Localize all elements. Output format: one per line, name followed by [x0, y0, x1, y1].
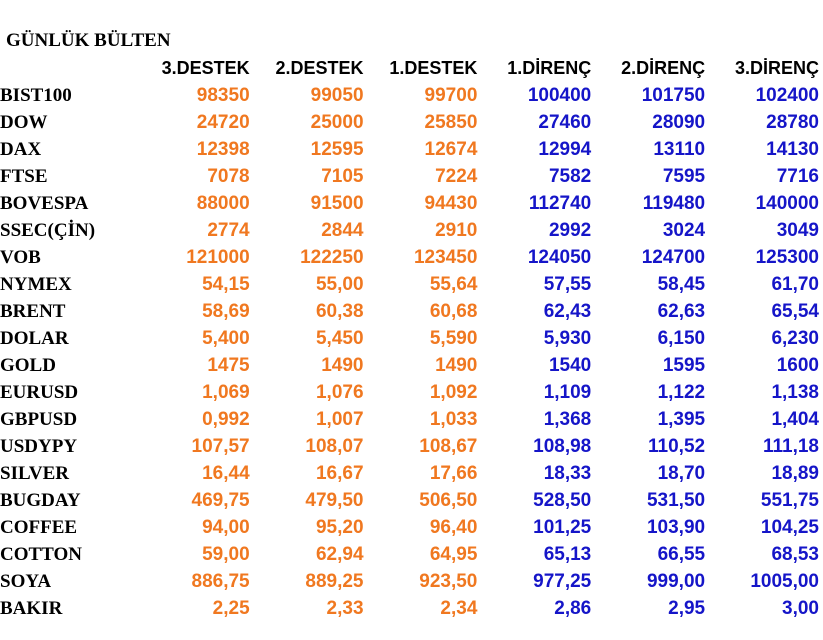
support-2-value: 1490: [321, 354, 364, 376]
table-row: [0, 190, 823, 217]
table-row: [0, 568, 823, 595]
header-support-2: 2.DESTEK: [275, 58, 364, 78]
resistance-3-value: 28780: [766, 111, 819, 133]
resistance-2-value: 1595: [662, 354, 706, 376]
support-3-value: 1475: [207, 354, 250, 376]
resistance-1-value: 62,43: [543, 300, 592, 322]
support-2-value: 5,450: [315, 327, 364, 349]
resistance-2-value: 2,95: [668, 597, 706, 619]
support-1-value: 1490: [435, 354, 478, 376]
support-1-value: 96,40: [429, 516, 478, 538]
support-3-value: 2774: [207, 219, 250, 241]
table-row: [0, 217, 823, 244]
support-3-value: 88000: [196, 192, 250, 214]
support-1-value: 99700: [424, 84, 478, 106]
resistance-2-value: 13110: [653, 138, 706, 160]
resistance-1-value: 5,930: [543, 327, 592, 349]
resistance-1-value: 101,25: [533, 516, 592, 538]
table-row: [0, 595, 823, 622]
header-resistance-3: 3.DİRENÇ: [734, 58, 819, 78]
table-row: [0, 298, 823, 325]
resistance-3-value: 140000: [755, 192, 819, 214]
support-2-value: 55,00: [315, 273, 364, 295]
support-2-value: 1,076: [315, 381, 364, 403]
support-1-value: 12674: [424, 138, 478, 160]
instrument-name: SOYA: [0, 570, 52, 592]
resistance-2-value: 28090: [652, 111, 706, 133]
table-row: [0, 136, 823, 163]
resistance-2-value: 1,395: [657, 408, 706, 430]
support-2-value: 12595: [310, 138, 364, 160]
support-1-value: 123450: [413, 246, 478, 268]
resistance-2-value: 101750: [641, 84, 706, 106]
resistance-3-value: 104,25: [760, 516, 819, 538]
header-resistance-1: 1.DİRENÇ: [507, 58, 592, 78]
support-3-value: 107,57: [191, 435, 250, 457]
support-3-value: 2,25: [212, 597, 250, 619]
resistance-2-value: 3024: [662, 219, 706, 241]
instrument-name: NYMEX: [0, 273, 72, 295]
table-row: [0, 163, 823, 190]
support-2-value: 99050: [310, 84, 364, 106]
resistance-2-value: 58,45: [657, 273, 706, 295]
support-2-value: 479,50: [305, 489, 364, 511]
instrument-name: SSEC(ÇİN): [0, 219, 96, 241]
header-resistance-2: 2.DİRENÇ: [621, 58, 706, 78]
table-row: [0, 460, 823, 487]
instrument-name: EURUSD: [0, 381, 79, 403]
support-1-value: 5,590: [429, 327, 478, 349]
resistance-3-value: 3049: [776, 219, 819, 241]
support-3-value: 59,00: [202, 543, 250, 565]
support-2-value: 889,25: [305, 570, 364, 592]
resistance-1-value: 124050: [527, 246, 592, 268]
support-2-value: 25000: [310, 111, 364, 133]
support-2-value: 91500: [310, 192, 364, 214]
support-3-value: 98350: [196, 84, 250, 106]
resistance-1-value: 108,98: [533, 435, 592, 457]
table-row: [0, 379, 823, 406]
resistance-3-value: 6,230: [771, 327, 819, 349]
header-support-1: 1.DESTEK: [389, 58, 478, 78]
support-1-value: 7224: [435, 165, 478, 187]
support-1-value: 55,64: [429, 273, 478, 295]
table-row: [0, 109, 823, 136]
instrument-name: COTTON: [0, 543, 83, 565]
support-3-value: 12398: [196, 138, 250, 160]
table-row: [0, 352, 823, 379]
support-1-value: 94430: [424, 192, 478, 214]
support-1-value: 2910: [435, 219, 478, 241]
instrument-name: GBPUSD: [0, 408, 78, 430]
instrument-name: DAX: [0, 138, 42, 160]
resistance-2-value: 531,50: [646, 489, 706, 511]
header-row: [0, 55, 823, 82]
support-2-value: 2,33: [326, 597, 364, 619]
resistance-2-value: 18,70: [657, 462, 706, 484]
instrument-name: FTSE: [0, 165, 48, 187]
instrument-name: SILVER: [0, 462, 70, 484]
resistance-3-value: 18,89: [771, 462, 819, 484]
table-row: [0, 541, 823, 568]
instrument-name: DOW: [0, 111, 48, 133]
resistance-2-value: 103,90: [646, 516, 706, 538]
resistance-3-value: 1,138: [771, 381, 819, 403]
resistance-3-value: 61,70: [771, 273, 819, 295]
support-2-value: 60,38: [315, 300, 364, 322]
resistance-2-value: 66,55: [657, 543, 706, 565]
resistance-1-value: 57,55: [543, 273, 592, 295]
support-1-value: 2,34: [440, 597, 478, 619]
support-3-value: 7078: [207, 165, 250, 187]
support-3-value: 58,69: [202, 300, 250, 322]
support-3-value: 5,400: [202, 327, 250, 349]
resistance-3-value: 3,00: [782, 597, 819, 619]
resistance-2-value: 62,63: [657, 300, 706, 322]
bulletin-title: GÜNLÜK BÜLTEN: [6, 30, 171, 51]
resistance-1-value: 2992: [548, 219, 592, 241]
support-2-value: 16,67: [315, 462, 364, 484]
levels-table: [0, 55, 823, 622]
support-3-value: 121000: [186, 246, 250, 268]
support-3-value: 1,069: [202, 381, 250, 403]
resistance-3-value: 125300: [755, 246, 819, 268]
resistance-1-value: 112740: [528, 192, 592, 214]
table-row: [0, 82, 823, 109]
resistance-1-value: 27460: [538, 111, 592, 133]
instrument-name: DOLAR: [0, 327, 69, 349]
support-1-value: 60,68: [429, 300, 478, 322]
resistance-1-value: 977,25: [533, 570, 592, 592]
header-support-3: 3.DESTEK: [161, 58, 250, 78]
support-1-value: 25850: [424, 111, 478, 133]
support-2-value: 7105: [321, 165, 364, 187]
instrument-name: GOLD: [0, 354, 56, 376]
resistance-3-value: 7716: [776, 165, 819, 187]
support-3-value: 94,00: [202, 516, 250, 538]
table-row: [0, 271, 823, 298]
support-1-value: 506,50: [419, 489, 478, 511]
resistance-3-value: 1005,00: [750, 570, 819, 592]
support-2-value: 122250: [300, 246, 364, 268]
resistance-1-value: 65,13: [543, 543, 592, 565]
resistance-2-value: 6,150: [657, 327, 706, 349]
table-row: [0, 244, 823, 271]
support-3-value: 16,44: [202, 462, 250, 484]
support-3-value: 0,992: [202, 408, 250, 430]
support-3-value: 24720: [196, 111, 250, 133]
support-3-value: 54,15: [202, 273, 250, 295]
resistance-3-value: 65,54: [771, 300, 819, 322]
resistance-1-value: 18,33: [543, 462, 592, 484]
table-row: [0, 433, 823, 460]
resistance-2-value: 999,00: [646, 570, 706, 592]
resistance-2-value: 119480: [642, 192, 706, 214]
resistance-1-value: 528,50: [533, 489, 592, 511]
resistance-1-value: 1,368: [543, 408, 592, 430]
support-2-value: 2844: [321, 219, 364, 241]
resistance-1-value: 12994: [538, 138, 592, 160]
support-1-value: 64,95: [429, 543, 478, 565]
header-instrument-blank: [0, 55, 140, 82]
instrument-name: BUGDAY: [0, 489, 81, 511]
support-1-value: 923,50: [419, 570, 478, 592]
resistance-3-value: 1,404: [771, 408, 819, 430]
support-3-value: 886,75: [191, 570, 250, 592]
resistance-3-value: 1600: [776, 354, 819, 376]
support-1-value: 1,033: [429, 408, 478, 430]
support-2-value: 95,20: [315, 516, 364, 538]
table-row: [0, 487, 823, 514]
table-row: [0, 406, 823, 433]
resistance-2-value: 110,52: [648, 435, 706, 457]
instrument-name: BRENT: [0, 300, 66, 322]
support-1-value: 1,092: [429, 381, 478, 403]
resistance-3-value: 68,53: [771, 543, 819, 565]
instrument-name: USDYPY: [0, 435, 78, 457]
support-2-value: 62,94: [315, 543, 364, 565]
resistance-1-value: 1,109: [543, 381, 592, 403]
instrument-name: BIST100: [0, 84, 72, 106]
support-3-value: 469,75: [191, 489, 250, 511]
instrument-name: COFFEE: [0, 516, 78, 538]
resistance-1-value: 100400: [527, 84, 592, 106]
support-2-value: 108,07: [305, 435, 364, 457]
resistance-1-value: 7582: [548, 165, 592, 187]
resistance-2-value: 124700: [641, 246, 706, 268]
levels-body: [0, 82, 823, 622]
resistance-3-value: 111,18: [762, 435, 819, 457]
resistance-3-value: 551,75: [760, 489, 819, 511]
instrument-name: VOB: [0, 246, 41, 268]
support-1-value: 17,66: [429, 462, 478, 484]
resistance-2-value: 7595: [662, 165, 706, 187]
resistance-3-value: 102400: [755, 84, 819, 106]
instrument-name: BOVESPA: [0, 192, 89, 214]
resistance-3-value: 14130: [766, 138, 819, 160]
instrument-name: BAKIR: [0, 597, 63, 619]
resistance-2-value: 1,122: [657, 381, 706, 403]
table-row: [0, 325, 823, 352]
support-1-value: 108,67: [419, 435, 478, 457]
resistance-1-value: 2,86: [554, 597, 592, 619]
support-2-value: 1,007: [315, 408, 364, 430]
table-row: [0, 514, 823, 541]
resistance-1-value: 1540: [548, 354, 592, 376]
